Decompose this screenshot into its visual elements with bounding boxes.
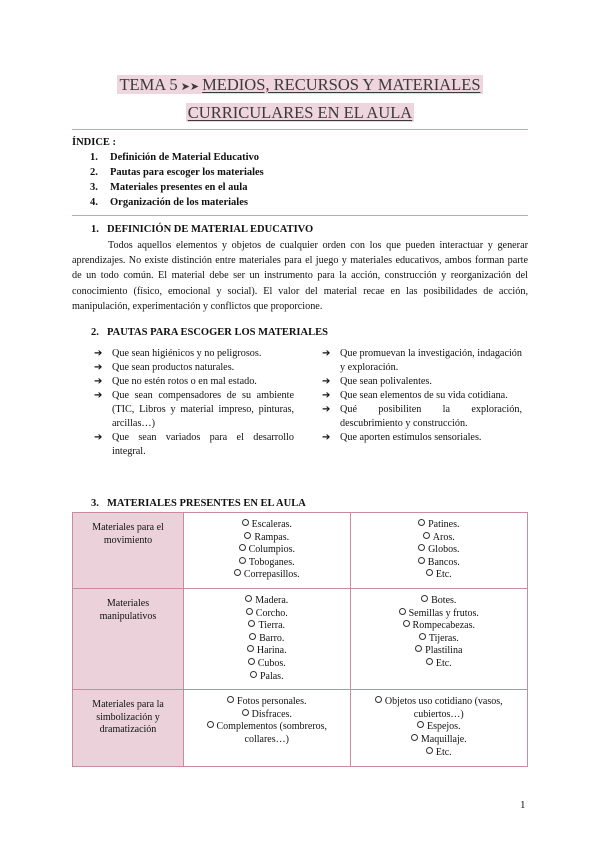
section1-paragraph: Todos aquellos elementos y objetos de cualquier orden con los que pueden interactuar y generar aprendizajes. No existe distinción entre materiales para el juego y materiales educativos, ambos forman parte de un todo común. El material debe ser un instrumento para la acción, construcción y reorganización del conocimiento (físico, emocional y social). El valor del material recae en las posibilidades de acción, manipulación, experimentación y conflictos que proporcione. xyxy=(72,240,528,312)
index-item: 3. Materiales presentes en el aula xyxy=(90,182,248,193)
circle-bullet-icon xyxy=(242,709,249,716)
materials-cell xyxy=(350,589,527,690)
circle-bullet-icon xyxy=(403,620,410,627)
circle-bullet-icon xyxy=(415,645,422,652)
list-item: Aros. xyxy=(357,532,521,545)
list-item: Fotos personales. xyxy=(190,696,344,709)
circle-bullet-icon xyxy=(227,696,234,703)
list-item: ➔ Que sean elementos de su vida cotidiana. xyxy=(322,390,508,401)
divider-index xyxy=(72,215,528,216)
title-line-2 xyxy=(60,100,540,125)
list-item: Patines. xyxy=(357,519,521,532)
circle-bullet-icon xyxy=(399,608,406,615)
circle-bullet-icon xyxy=(239,544,246,551)
list-item: Complementos (sombreros, collares…) xyxy=(190,721,344,746)
arrow-right-icon: ➔ xyxy=(94,362,103,373)
title-topic: TEMA 5 xyxy=(119,75,178,94)
list-item: Columpios. xyxy=(190,544,344,557)
index-section xyxy=(72,137,528,210)
list-item: Tierra. xyxy=(190,620,344,633)
list-item: Etc. xyxy=(357,747,521,760)
arrow-right-icon: ➔ xyxy=(94,432,103,443)
criteria-list-right xyxy=(322,347,522,445)
materials-cell xyxy=(350,690,527,767)
list-item: Barro. xyxy=(190,633,344,646)
list-item: Disfraces. xyxy=(190,709,344,722)
list-item: Madera. xyxy=(190,595,344,608)
list-item: Corcho. xyxy=(190,608,344,621)
list-item: ➔ Que sean variados para el desarrollo integral. xyxy=(94,432,294,457)
circle-bullet-icon xyxy=(244,532,251,539)
index-item: 2. Pautas para escoger los materiales xyxy=(90,167,264,178)
arrow-right-icon: ➔ xyxy=(322,432,331,443)
document-title xyxy=(60,72,540,125)
arrow-right-icon: ➔ xyxy=(94,348,103,359)
materials-table xyxy=(72,512,528,767)
list-item: ➔ Que aporten estímulos sensoriales. xyxy=(322,432,482,443)
materials-cell xyxy=(184,513,351,589)
list-item: Correpasillos. xyxy=(190,569,344,582)
list-item: ➔ Que sean productos naturales. xyxy=(94,362,235,373)
circle-bullet-icon xyxy=(245,595,252,602)
divider-top xyxy=(72,129,528,130)
page-number: 1 xyxy=(520,799,526,811)
section3-heading: 3. MATERIALES PRESENTES EN EL AULA xyxy=(91,498,306,509)
list-item: Rampas. xyxy=(190,532,344,545)
circle-bullet-icon xyxy=(426,569,433,576)
list-item: Toboganes. xyxy=(190,557,344,570)
list-item: Objetos uso cotidiano (vasos, cubiertos…) xyxy=(357,696,521,721)
category-cell: Materiales para la simbolización y dramatización xyxy=(73,690,184,767)
circle-bullet-icon xyxy=(423,532,430,539)
list-item: Harina. xyxy=(190,645,344,658)
arrow-right-icon: ➔ xyxy=(322,376,331,387)
category-cell: Materiales manipulativos xyxy=(73,589,184,690)
circle-bullet-icon xyxy=(246,608,253,615)
index-list xyxy=(72,150,528,210)
circle-bullet-icon xyxy=(418,544,425,551)
list-item: ➔ Que sean compensadores de su ambiente (TIC, Libros y material impreso, pinturas, arcillas…) xyxy=(94,390,294,429)
list-item: Escaleras. xyxy=(190,519,344,532)
index-label: ÍNDICE : xyxy=(72,137,117,148)
title-line-1 xyxy=(60,72,540,100)
list-item: Botes. xyxy=(357,595,521,608)
circle-bullet-icon xyxy=(248,658,255,665)
list-item: Tijeras. xyxy=(357,633,521,646)
materials-cell xyxy=(350,513,527,589)
list-item: Cubos. xyxy=(190,658,344,671)
section1-heading: 1. DEFINICIÓN DE MATERIAL EDUCATIVO xyxy=(91,224,314,235)
list-item: Rompecabezas. xyxy=(357,620,521,633)
list-item: Semillas y frutos. xyxy=(357,608,521,621)
list-item: ➔ Que promuevan la investigación, indagación y exploración. xyxy=(322,348,522,373)
circle-bullet-icon xyxy=(426,658,433,665)
circle-bullet-icon xyxy=(411,734,418,741)
list-item: Bancos. xyxy=(357,557,521,570)
circle-bullet-icon xyxy=(207,721,214,728)
index-item: 4. Organización de los materiales xyxy=(90,197,248,208)
section2-heading: 2. PAUTAS PARA ESCOGER LOS MATERIALES xyxy=(91,327,328,338)
circle-bullet-icon xyxy=(234,569,241,576)
circle-bullet-icon xyxy=(417,721,424,728)
circle-bullet-icon xyxy=(426,747,433,754)
double-arrow-icon: ➤➤ xyxy=(180,81,200,93)
circle-bullet-icon xyxy=(375,696,382,703)
list-item: Palas. xyxy=(190,671,344,684)
arrow-right-icon: ➔ xyxy=(322,404,331,415)
list-item: Etc. xyxy=(357,658,521,671)
arrow-right-icon: ➔ xyxy=(322,348,331,359)
list-item: Etc. xyxy=(357,569,521,582)
arrow-right-icon: ➔ xyxy=(94,376,103,387)
circle-bullet-icon xyxy=(239,557,246,564)
circle-bullet-icon xyxy=(248,620,255,627)
list-item: Plastilina xyxy=(357,645,521,658)
list-item: Espejos. xyxy=(357,721,521,734)
list-item: ➔ Qué posibiliten la exploración, descubrimiento y construcción. xyxy=(322,404,522,429)
list-item: ➔ Que no estén rotos o en mal estado. xyxy=(94,376,257,387)
materials-cell xyxy=(184,690,351,767)
circle-bullet-icon xyxy=(247,645,254,652)
title-main-2: CURRICULARES EN EL AULA xyxy=(187,103,413,122)
table-row xyxy=(73,690,528,767)
arrow-right-icon: ➔ xyxy=(322,390,331,401)
circle-bullet-icon xyxy=(418,557,425,564)
table-row xyxy=(73,513,528,589)
circle-bullet-icon xyxy=(418,519,425,526)
list-item: ➔ Que sean higiénicos y no peligrosos. xyxy=(94,348,262,359)
table-row xyxy=(73,589,528,690)
arrow-right-icon: ➔ xyxy=(94,390,103,401)
circle-bullet-icon xyxy=(250,671,257,678)
criteria-list-left xyxy=(94,347,294,459)
list-item: Globos. xyxy=(357,544,521,557)
materials-cell xyxy=(184,589,351,690)
title-main-1: MEDIOS, RECURSOS Y MATERIALES xyxy=(202,75,481,94)
circle-bullet-icon xyxy=(242,519,249,526)
category-cell: Materiales para el movimiento xyxy=(73,513,184,589)
circle-bullet-icon xyxy=(249,633,256,640)
circle-bullet-icon xyxy=(419,633,426,640)
list-item: ➔ Que sean polivalentes. xyxy=(322,376,432,387)
list-item: Maquillaje. xyxy=(357,734,521,747)
index-item: 1. Definición de Material Educativo xyxy=(90,152,260,163)
circle-bullet-icon xyxy=(421,595,428,602)
